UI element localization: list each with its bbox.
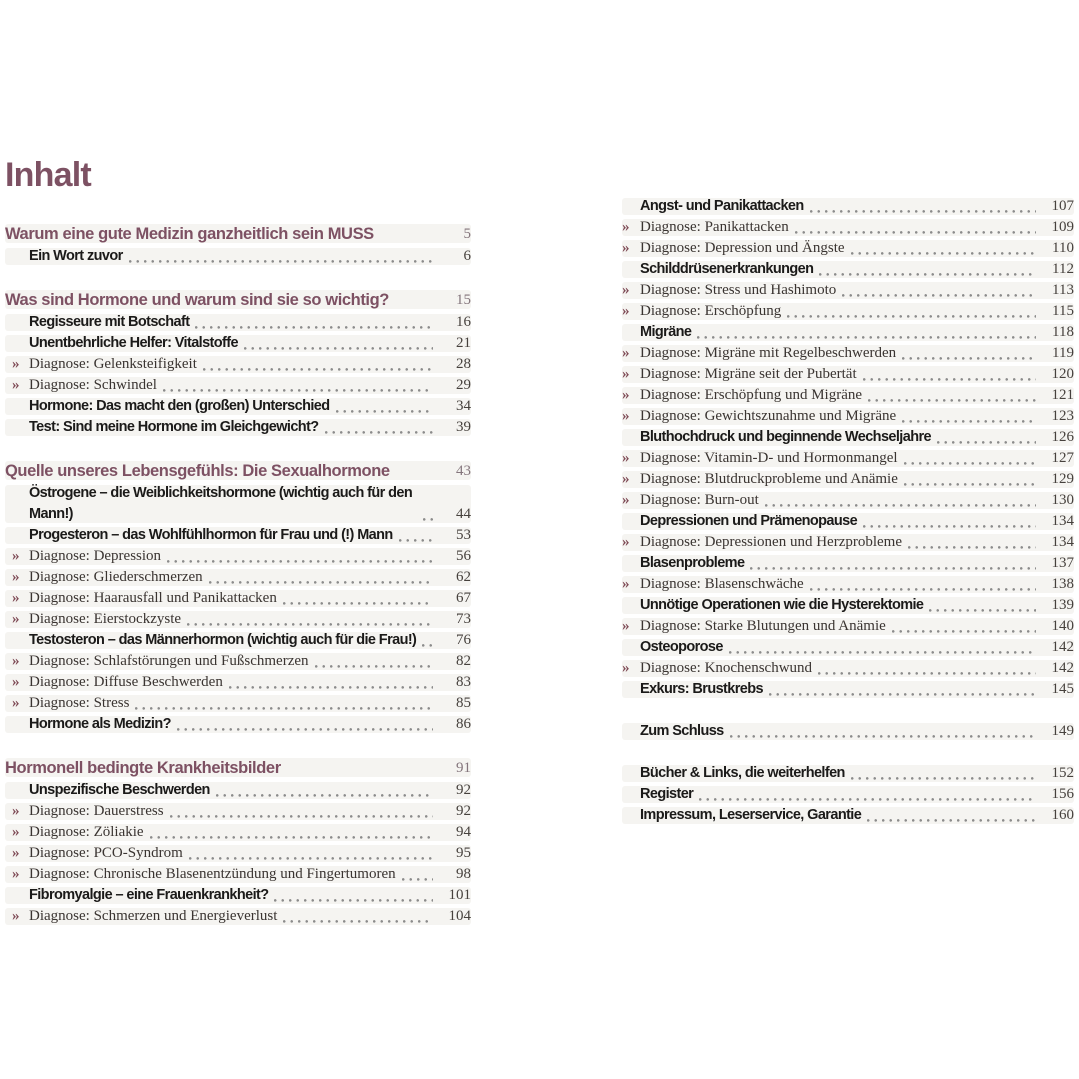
toc-section xyxy=(5,459,471,735)
entry-page-number: 156 xyxy=(1051,786,1074,802)
dot-leader xyxy=(867,819,1036,822)
double-chevron-icon: » xyxy=(12,356,20,372)
toc-diagnose-entry xyxy=(622,532,1074,553)
toc-chapter-entry xyxy=(5,417,471,438)
toc-diagnose-entry xyxy=(5,801,471,822)
dot-leader xyxy=(765,504,1036,507)
dot-leader xyxy=(399,539,433,542)
double-chevron-icon: » xyxy=(622,240,630,256)
double-chevron-icon: » xyxy=(12,824,20,840)
entry-label: Angst- und Panikattacken xyxy=(640,198,804,214)
dot-leader xyxy=(810,588,1036,591)
dot-leader xyxy=(851,252,1036,255)
toc-chapter-entry xyxy=(622,511,1074,532)
entry-page-number: 118 xyxy=(1052,324,1074,340)
toc-chapter-entry xyxy=(5,714,471,735)
entry-label: Diagnose: Stress xyxy=(29,695,130,711)
toc-diagnose-entry xyxy=(622,448,1074,469)
toc-section-heading xyxy=(5,459,471,482)
entry-page-number: 101 xyxy=(448,887,471,903)
toc-section xyxy=(5,222,471,267)
entry-page-number: 28 xyxy=(456,356,471,372)
toc-diagnose-entry xyxy=(622,490,1074,511)
dot-leader xyxy=(699,798,1036,801)
double-chevron-icon: » xyxy=(622,303,630,319)
dot-leader xyxy=(129,260,433,263)
entry-label: Progesteron – das Wohlfühlhormon für Frau und (!) Mann xyxy=(29,527,393,543)
dot-leader xyxy=(769,693,1036,696)
double-chevron-icon: » xyxy=(622,219,630,235)
double-chevron-icon: » xyxy=(622,618,630,634)
entry-label: Diagnose: Starke Blutungen und Anämie xyxy=(640,618,886,634)
toc-diagnose-entry xyxy=(622,574,1074,595)
dot-leader xyxy=(283,920,433,923)
entry-label: Diagnose: Panikattacken xyxy=(640,219,789,235)
dot-leader xyxy=(787,315,1036,318)
dot-leader xyxy=(315,665,433,668)
dot-leader xyxy=(863,525,1036,528)
entry-label: Test: Sind meine Hormone im Gleichgewicht? xyxy=(29,419,319,435)
entry-label: Diagnose: Migräne seit der Pubertät xyxy=(640,366,857,382)
dot-leader xyxy=(195,326,433,329)
dot-leader xyxy=(325,431,433,434)
entry-page-number: 129 xyxy=(1051,471,1074,487)
entry-page-number: 67 xyxy=(456,590,471,606)
double-chevron-icon: » xyxy=(622,576,630,592)
entry-label: Diagnose: Burn-out xyxy=(640,492,759,508)
entry-page-number: 121 xyxy=(1051,387,1074,403)
toc-diagnose-entry xyxy=(622,658,1074,679)
entry-label: Diagnose: Blutdruckprobleme und Anämie xyxy=(640,471,898,487)
entry-page-number: 140 xyxy=(1051,618,1074,634)
toc-section xyxy=(622,196,1074,700)
entry-label: Regisseure mit Botschaft xyxy=(29,314,190,330)
entry-label: Testosteron – das Männerhormon (wichtig auch für die Frau!) xyxy=(29,632,417,648)
entry-label: Östrogene – die Weiblichkeitshormone (wichtig auch für den Mann!) xyxy=(29,485,413,522)
entry-page-number: 76 xyxy=(456,632,471,648)
toc-diagnose-entry xyxy=(5,822,471,843)
double-chevron-icon: » xyxy=(12,569,20,585)
entry-label: Diagnose: Knochenschwund xyxy=(640,660,813,676)
dot-leader xyxy=(730,735,1036,738)
entry-page-number: 39 xyxy=(456,419,471,435)
toc-section xyxy=(622,763,1074,826)
entry-page-number: 104 xyxy=(448,908,471,924)
entry-page-number: 127 xyxy=(1051,450,1074,466)
dot-leader xyxy=(189,857,433,860)
toc-diagnose-entry xyxy=(622,469,1074,490)
entry-label: Unentbehrliche Helfer: Vitalstoffe xyxy=(29,335,238,351)
entry-page-number: 113 xyxy=(1052,282,1074,298)
entry-label: Bücher & Links, die weiterhelfen xyxy=(640,765,845,781)
toc-chapter-entry xyxy=(622,427,1074,448)
toc-diagnose-entry xyxy=(622,364,1074,385)
dot-leader xyxy=(819,273,1036,276)
toc-chapter-entry xyxy=(622,721,1074,742)
entry-label: Diagnose: PCO-Syndrom xyxy=(29,845,183,861)
dot-leader xyxy=(892,630,1036,633)
toc-chapter-entry xyxy=(622,196,1074,217)
entry-label: Diagnose: Zöliakie xyxy=(29,824,144,840)
entry-label: Diagnose: Schwindel xyxy=(29,377,157,393)
dot-leader xyxy=(904,483,1036,486)
toc-diagnose-entry xyxy=(5,651,471,672)
double-chevron-icon: » xyxy=(12,695,20,711)
entry-label: Diagnose: Gewichtszunahme und Migräne xyxy=(640,408,897,424)
entry-label: Bluthochdruck und beginnende Wechseljahre xyxy=(640,429,931,445)
dot-leader xyxy=(216,794,433,797)
entry-page-number: 16 xyxy=(456,314,471,330)
toc-chapter-entry xyxy=(5,780,471,801)
toc-column-left xyxy=(5,222,471,948)
entry-label: Diagnose: Depressionen und Herzprobleme xyxy=(640,534,903,550)
double-chevron-icon: » xyxy=(12,611,20,627)
toc-chapter-entry xyxy=(622,805,1074,826)
entry-page-number: 98 xyxy=(456,866,471,882)
toc-diagnose-entry xyxy=(622,616,1074,637)
entry-label: Impressum, Leserservice, Garantie xyxy=(640,807,862,823)
entry-label: Migräne xyxy=(640,324,692,340)
toc-diagnose-entry xyxy=(5,906,471,927)
toc-diagnose-entry xyxy=(5,588,471,609)
toc-diagnose-entry xyxy=(5,609,471,630)
entry-label: Exkurs: Brustkrebs xyxy=(640,681,763,697)
entry-page-number: 73 xyxy=(456,611,471,627)
entry-page-number: 145 xyxy=(1051,681,1074,697)
toc-chapter-entry xyxy=(622,259,1074,280)
toc-diagnose-entry xyxy=(5,354,471,375)
dot-leader xyxy=(135,707,433,710)
entry-label: Diagnose: Eierstockzyste xyxy=(29,611,182,627)
double-chevron-icon: » xyxy=(12,866,20,882)
entry-page-number: 21 xyxy=(456,335,471,351)
dot-leader xyxy=(422,644,433,647)
double-chevron-icon: » xyxy=(622,366,630,382)
entry-page-number: 115 xyxy=(1052,303,1074,319)
dot-leader xyxy=(203,368,433,371)
entry-label: Diagnose: Chronische Blasenentzündung und Fingertumoren xyxy=(29,866,396,882)
entry-label: Diagnose: Erschöpfung xyxy=(640,303,782,319)
toc-section xyxy=(622,721,1074,742)
double-chevron-icon: » xyxy=(12,377,20,393)
dot-leader xyxy=(209,581,433,584)
dot-leader xyxy=(167,560,433,563)
section-heading-label: Was sind Hormone und warum sind sie so wichtig? xyxy=(5,291,389,309)
double-chevron-icon: » xyxy=(12,674,20,690)
toc-diagnose-entry xyxy=(5,843,471,864)
toc-chapter-entry xyxy=(622,595,1074,616)
dot-leader xyxy=(929,609,1036,612)
entry-label: Diagnose: Schlafstörungen und Fußschmerzen xyxy=(29,653,309,669)
dot-leader xyxy=(810,210,1036,213)
entry-page-number: 110 xyxy=(1052,240,1074,256)
entry-page-number: 126 xyxy=(1051,429,1074,445)
double-chevron-icon: » xyxy=(622,408,630,424)
toc-diagnose-entry xyxy=(5,672,471,693)
toc-chapter-entry xyxy=(622,763,1074,784)
section-heading-label: Quelle unseres Lebensgefühls: Die Sexualhormone xyxy=(5,462,390,480)
section-heading-label: Hormonell bedingte Krankheitsbilder xyxy=(5,759,281,777)
double-chevron-icon: » xyxy=(12,590,20,606)
entry-label: Osteoporose xyxy=(640,639,723,655)
toc-chapter-entry xyxy=(5,246,471,267)
toc-diagnose-entry xyxy=(5,693,471,714)
dot-leader xyxy=(902,420,1036,423)
double-chevron-icon: » xyxy=(622,450,630,466)
entry-page-number: 92 xyxy=(456,803,471,819)
toc-chapter-entry xyxy=(5,312,471,333)
entry-label: Diagnose: Haarausfall und Panikattacken xyxy=(29,590,277,606)
entry-page-number: 112 xyxy=(1052,261,1074,277)
entry-label: Depressionen und Prämenopause xyxy=(640,513,858,529)
entry-label: Diagnose: Vitamin-D- und Hormonmangel xyxy=(640,450,898,466)
toc-diagnose-entry xyxy=(5,375,471,396)
entry-page-number: 120 xyxy=(1051,366,1074,382)
entry-label: Diagnose: Blasenschwäche xyxy=(640,576,804,592)
toc-diagnose-entry xyxy=(622,280,1074,301)
entry-page-number: 29 xyxy=(456,377,471,393)
double-chevron-icon: » xyxy=(12,653,20,669)
dot-leader xyxy=(187,623,433,626)
toc-chapter-entry xyxy=(622,784,1074,805)
dot-leader xyxy=(177,728,433,731)
toc-section-heading xyxy=(5,288,471,311)
toc-chapter-entry xyxy=(5,885,471,906)
entry-page-number: 134 xyxy=(1051,534,1074,550)
dot-leader xyxy=(423,518,433,521)
double-chevron-icon: » xyxy=(12,548,20,564)
entry-label: Schilddrüsenerkrankungen xyxy=(640,261,814,277)
entry-page-number: 138 xyxy=(1051,576,1074,592)
entry-label: Diagnose: Schmerzen und Energieverlust xyxy=(29,908,278,924)
double-chevron-icon: » xyxy=(12,803,20,819)
entry-label: Ein Wort zuvor xyxy=(29,248,123,264)
entry-page-number: 82 xyxy=(456,653,471,669)
entry-page-number: 83 xyxy=(456,674,471,690)
dot-leader xyxy=(868,399,1036,402)
section-page-number: 91 xyxy=(456,760,471,776)
entry-page-number: 109 xyxy=(1051,219,1074,235)
entry-label: Diagnose: Dauerstress xyxy=(29,803,164,819)
toc-diagnose-entry xyxy=(622,343,1074,364)
dot-leader xyxy=(902,357,1036,360)
toc-column-right xyxy=(622,196,1074,847)
entry-page-number: 123 xyxy=(1051,408,1074,424)
dot-leader xyxy=(229,686,433,689)
entry-page-number: 95 xyxy=(456,845,471,861)
toc-section xyxy=(5,288,471,438)
entry-label: Diagnose: Gliederschmerzen xyxy=(29,569,203,585)
dot-leader xyxy=(283,602,433,605)
entry-label: Hormone als Medizin? xyxy=(29,716,171,732)
double-chevron-icon: » xyxy=(622,660,630,676)
entry-label: Zum Schluss xyxy=(640,723,724,739)
entry-label: Unspezifische Beschwerden xyxy=(29,782,210,798)
toc-section-heading xyxy=(5,756,471,779)
entry-label: Diagnose: Stress und Hashimoto xyxy=(640,282,837,298)
section-page-number: 5 xyxy=(463,226,471,242)
dot-leader xyxy=(697,336,1036,339)
entry-page-number: 142 xyxy=(1051,639,1074,655)
entry-page-number: 56 xyxy=(456,548,471,564)
double-chevron-icon: » xyxy=(12,845,20,861)
entry-page-number: 44 xyxy=(456,506,471,522)
entry-label: Diagnose: Depression und Ängste xyxy=(640,240,845,256)
entry-label: Diagnose: Erschöpfung und Migräne xyxy=(640,387,863,403)
entry-page-number: 142 xyxy=(1051,660,1074,676)
entry-page-number: 94 xyxy=(456,824,471,840)
toc-section xyxy=(5,756,471,927)
entry-page-number: 85 xyxy=(456,695,471,711)
double-chevron-icon: » xyxy=(622,387,630,403)
toc-chapter-entry xyxy=(622,679,1074,700)
toc-diagnose-entry xyxy=(622,385,1074,406)
dot-leader xyxy=(336,410,434,413)
entry-page-number: 139 xyxy=(1051,597,1074,613)
entry-label: Diagnose: Migräne mit Regelbeschwerden xyxy=(640,345,897,361)
toc-diagnose-entry xyxy=(622,238,1074,259)
toc-diagnose-entry xyxy=(5,546,471,567)
toc-chapter-entry xyxy=(5,483,471,525)
page-title: Inhalt xyxy=(5,156,91,194)
dot-leader xyxy=(750,567,1036,570)
toc-diagnose-entry xyxy=(5,567,471,588)
dot-leader xyxy=(937,441,1036,444)
section-page-number: 15 xyxy=(456,292,471,308)
entry-page-number: 119 xyxy=(1052,345,1074,361)
entry-label: Diagnose: Diffuse Beschwerden xyxy=(29,674,223,690)
toc-diagnose-entry xyxy=(622,301,1074,322)
double-chevron-icon: » xyxy=(622,492,630,508)
entry-page-number: 53 xyxy=(456,527,471,543)
toc-chapter-entry xyxy=(5,630,471,651)
entry-page-number: 134 xyxy=(1051,513,1074,529)
dot-leader xyxy=(863,378,1036,381)
toc-diagnose-entry xyxy=(622,217,1074,238)
toc-section-heading xyxy=(5,222,471,245)
entry-page-number: 137 xyxy=(1051,555,1074,571)
double-chevron-icon: » xyxy=(622,534,630,550)
entry-page-number: 86 xyxy=(456,716,471,732)
entry-page-number: 107 xyxy=(1051,198,1074,214)
section-heading-label: Warum eine gute Medizin ganzheitlich sein MUSS xyxy=(5,225,374,243)
entry-label: Blasenprobleme xyxy=(640,555,745,571)
dot-leader xyxy=(729,651,1036,654)
entry-page-number: 34 xyxy=(456,398,471,414)
toc-diagnose-entry xyxy=(622,406,1074,427)
dot-leader xyxy=(150,836,433,839)
entry-label: Register xyxy=(640,786,694,802)
entry-page-number: 130 xyxy=(1051,492,1074,508)
toc-chapter-entry xyxy=(5,525,471,546)
entry-page-number: 149 xyxy=(1051,723,1074,739)
double-chevron-icon: » xyxy=(12,908,20,924)
toc-chapter-entry xyxy=(622,553,1074,574)
dot-leader xyxy=(170,815,433,818)
dot-leader xyxy=(818,672,1036,675)
dot-leader xyxy=(402,878,433,881)
entry-label: Diagnose: Depression xyxy=(29,548,162,564)
dot-leader xyxy=(908,546,1036,549)
toc-chapter-entry xyxy=(5,333,471,354)
dot-leader xyxy=(842,294,1036,297)
toc-chapter-entry xyxy=(5,396,471,417)
dot-leader xyxy=(244,347,433,350)
entry-label: Fibromyalgie – eine Frauenkrankheit? xyxy=(29,887,269,903)
dot-leader xyxy=(274,899,433,902)
entry-page-number: 152 xyxy=(1051,765,1074,781)
entry-label: Diagnose: Gelenksteifigkeit xyxy=(29,356,197,372)
double-chevron-icon: » xyxy=(622,282,630,298)
double-chevron-icon: » xyxy=(622,345,630,361)
entry-label: Unnötige Operationen wie die Hysterektomie xyxy=(640,597,924,613)
entry-page-number: 6 xyxy=(463,248,471,264)
section-page-number: 43 xyxy=(456,463,471,479)
entry-page-number: 62 xyxy=(456,569,471,585)
dot-leader xyxy=(163,389,433,392)
entry-label: Hormone: Das macht den (großen) Unterschied xyxy=(29,398,330,414)
dot-leader xyxy=(851,777,1036,780)
dot-leader xyxy=(904,462,1036,465)
toc-chapter-entry xyxy=(622,322,1074,343)
entry-page-number: 92 xyxy=(456,782,471,798)
dot-leader xyxy=(795,231,1036,234)
entry-page-number: 160 xyxy=(1051,807,1074,823)
toc-diagnose-entry xyxy=(5,864,471,885)
toc-chapter-entry xyxy=(622,637,1074,658)
double-chevron-icon: » xyxy=(622,471,630,487)
